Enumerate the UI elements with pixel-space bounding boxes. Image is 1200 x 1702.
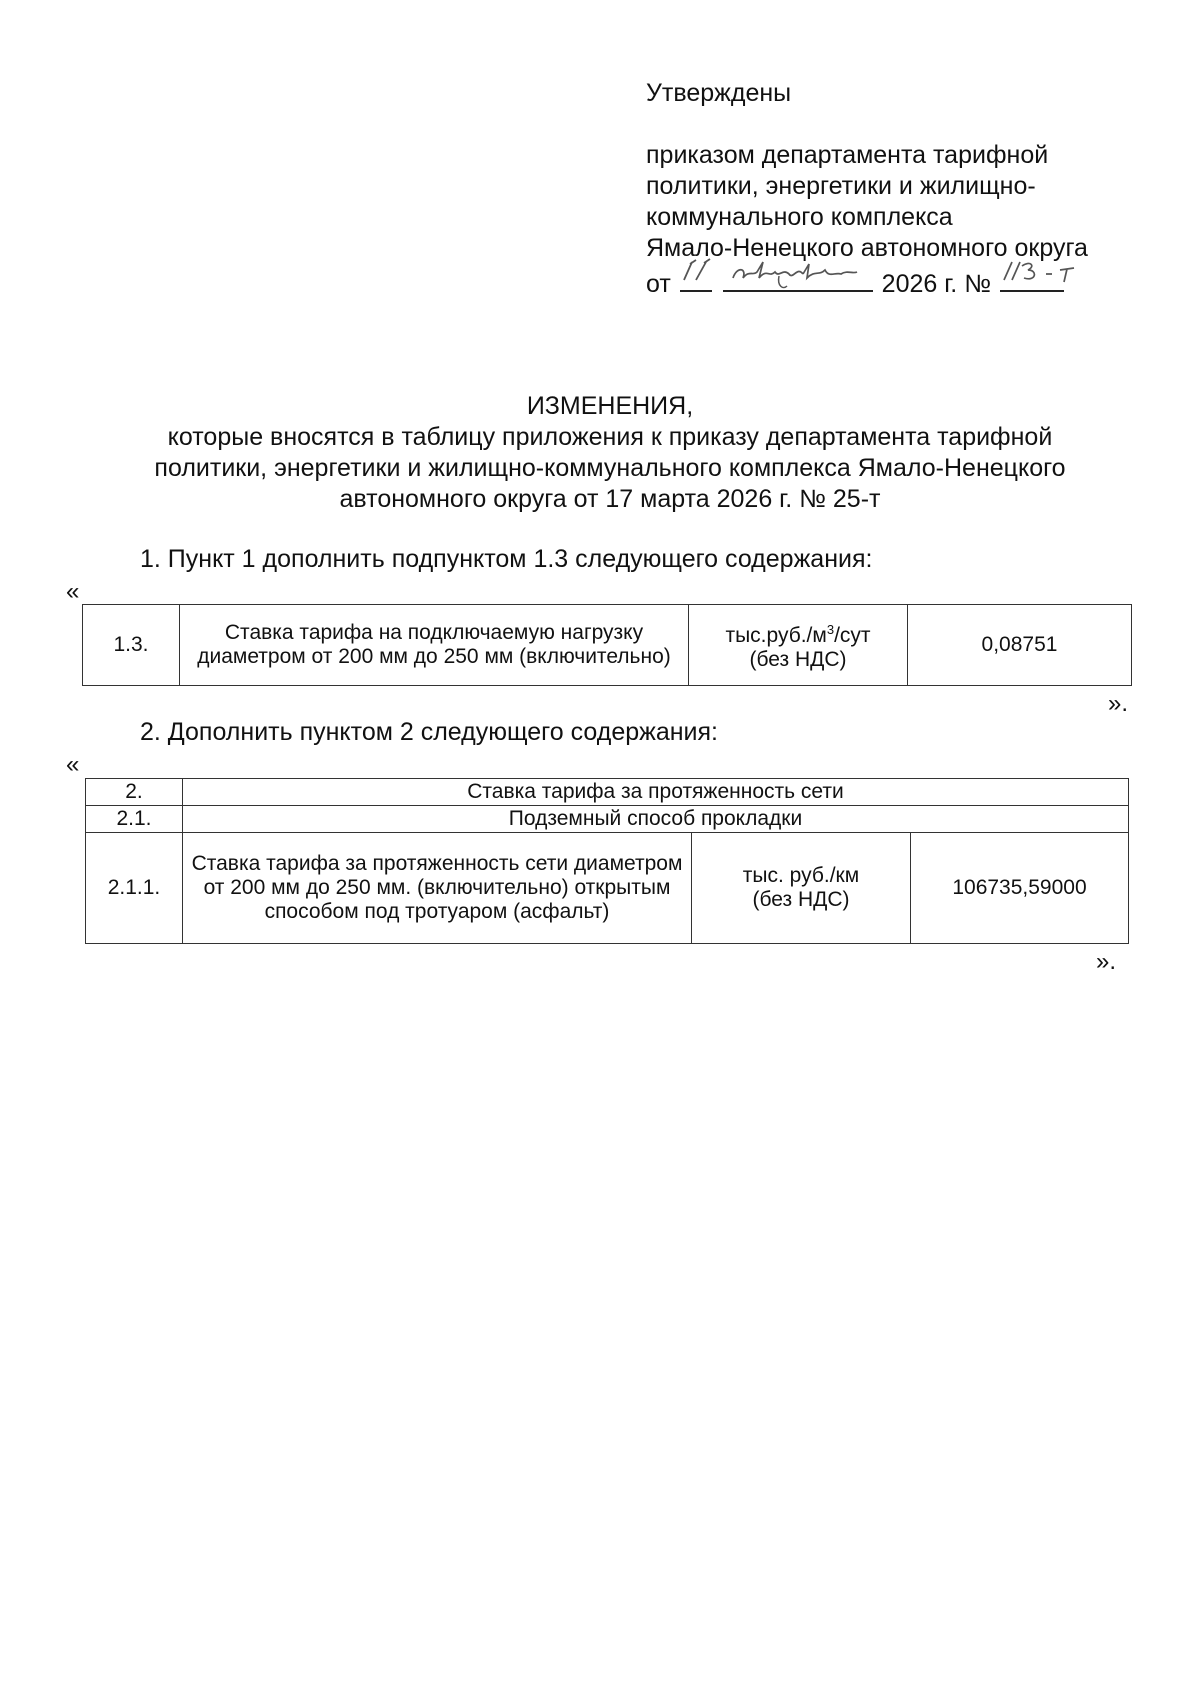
section-2-text: 2. Дополнить пунктом 2 следующего содержания: (140, 718, 719, 746)
approval-line-2: политики, энергетики и жилищно- (646, 172, 1036, 200)
approved-label: Утверждены (646, 79, 792, 107)
approval-block (646, 78, 1166, 300)
row-number: 1.3. (83, 605, 180, 686)
row-value: 0,08751 (908, 605, 1132, 686)
date-year-label: 2026 г. № (881, 270, 992, 298)
row-title: Подземный способ прокладки (183, 806, 1129, 833)
section-2-open-quote: « (66, 751, 80, 778)
unit-tail: /сут (834, 624, 871, 647)
unit-note: (без НДС) (752, 888, 850, 911)
row-description: Ставка тарифа за протяженность сети диаметром от 200 мм до 250 мм. (включительно) открытым способом под тротуаром (асфальт) (183, 833, 692, 944)
row-value: 106735,59000 (911, 833, 1129, 944)
section-2-close-quote: ». (1096, 948, 1117, 975)
table-row (86, 833, 1129, 944)
handwritten-number-signature (1000, 256, 1096, 286)
row-number: 2.1. (86, 806, 183, 833)
approval-date-line (646, 264, 1166, 300)
unit-main: тыс.руб./м (725, 624, 827, 647)
handwritten-day (680, 264, 712, 292)
table-row (83, 605, 1132, 686)
heading-line-3: автономного округа от 17 марта 2026 г. № 25-т (339, 485, 881, 513)
handwritten-number (1000, 264, 1064, 292)
unit-note: (без НДС) (749, 648, 847, 671)
table-row (86, 779, 1129, 806)
row-number: 2. (86, 779, 183, 806)
heading-line-2: политики, энергетики и жилищно-коммунального комплекса Ямало-Ненецкого (154, 454, 1066, 482)
date-prefix: от (646, 270, 671, 298)
document-heading (0, 391, 1200, 515)
table-row (86, 806, 1129, 833)
approval-line-4: Ямало-Ненецкого автономного округа (646, 234, 1088, 262)
row-number: 2.1.1. (86, 833, 183, 944)
handwritten-day-signature (680, 256, 712, 286)
unit-superscript: 3 (826, 622, 835, 637)
handwritten-month-signature (723, 256, 873, 296)
row-unit (689, 605, 908, 686)
row-title: Ставка тарифа за протяженность сети (183, 779, 1129, 806)
approval-line-3: коммунального комплекса (646, 203, 953, 231)
section-2-table (85, 778, 1129, 944)
heading-line-1: которые вносятся в таблицу приложения к приказу департамента тарифной (167, 423, 1053, 451)
section-1-text: 1. Пункт 1 дополнить подпунктом 1.3 следующего содержания: (140, 545, 873, 573)
section-1-open-quote: « (66, 578, 80, 605)
heading-title: ИЗМЕНЕНИЯ, (526, 392, 694, 420)
approval-line-1: приказом департамента тарифной (646, 141, 1049, 169)
section-1-table (82, 604, 1132, 686)
row-unit (692, 833, 911, 944)
handwritten-month (723, 264, 873, 292)
section-1-close-quote: ». (1108, 690, 1129, 717)
unit-main: тыс. руб./км (742, 864, 860, 887)
row-description: Ставка тарифа на подключаемую нагрузку диаметром от 200 мм до 250 мм (включительно) (180, 605, 689, 686)
